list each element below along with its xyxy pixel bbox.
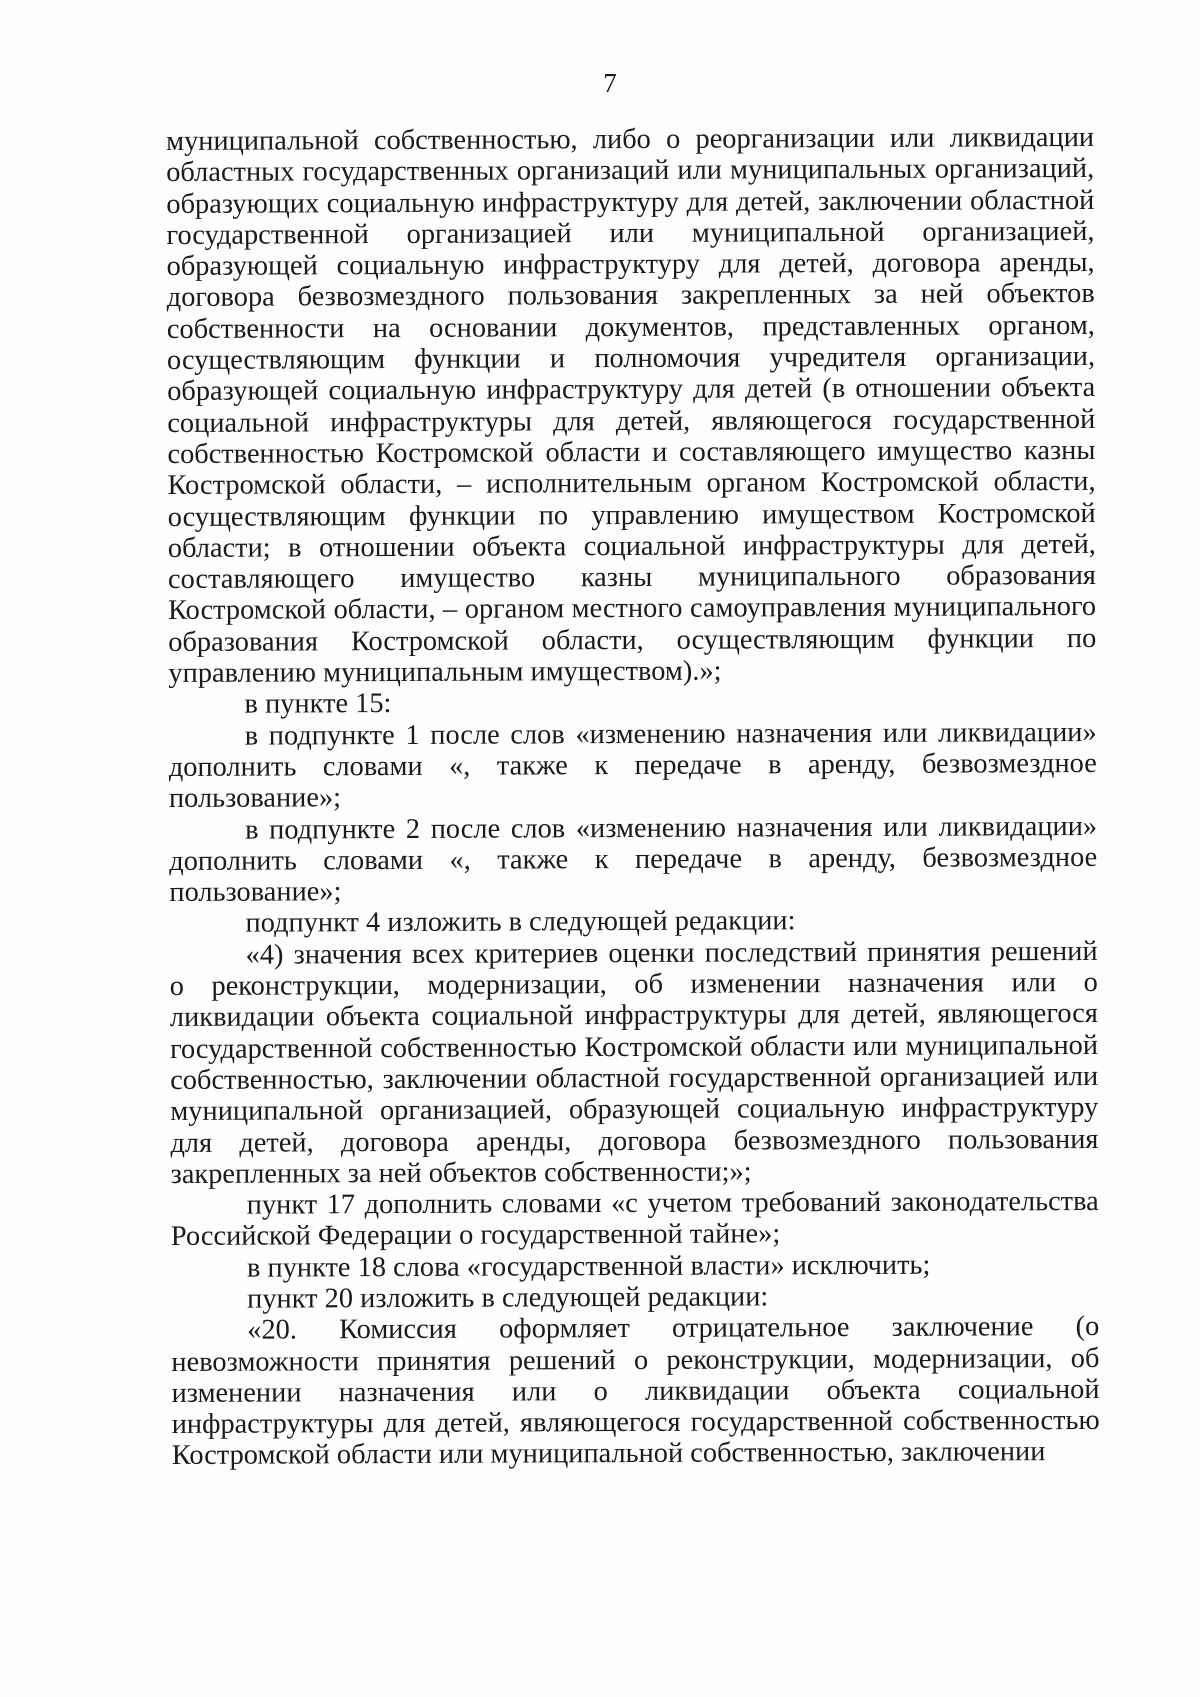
paragraph-6: «4) значения всех критериев оценки последствий принятия решений о реконструкции, модернизации, об изменении назначения или о ликвидации объекта социальной инфраструктуры для детей, являющегося государственной собственностью Костромской области или муниципальной собственностью, заключении областной государственной организацией или муниципальной организацией, образующей социальную инфраструктуру для детей, договора аренды, договора безвозмездного пользования закрепленных за ней объектов собственности;»; <box>169 935 1099 1190</box>
paragraph-1: муниципальной собственностью, либо о реорганизации или ликвидации областных государственных организаций или муниципальных организаций, образующих социальную инфраструктуру для детей, заключении областной государственной организацией или муниципальной организацией, образующей социальную инфраструктуру для детей, договора аренды, договора безвозмездного пользования закрепленных за ней объектов собственности на основании документов, представленных органом, осуществляющим функции и полномочия учредителя организации, образующей социальную инфраструктуру для детей (в отношении объекта социальной инфраструктуры для детей, являющегося государственной собственностью Костромской области и составляющего имущество казны Костромской области, – исполнительным органом Костромской области, осуществляющим функции по управлению имуществом Костромской области; в отношении объекта социальной инфраструктуры для детей, составляющего имущество казны муниципального образования Костромской области, – органом местного самоуправления муниципального образования Костромской области, осуществляющим функции по управлению муниципальным имуществом).»; <box>166 121 1097 690</box>
paragraph-9: пункт 20 изложить в следующей редакции: <box>247 1281 769 1315</box>
paragraph-4: в подпункте 2 после слов «изменению назначения или ликвидации» дополнить словами «, также к передаче в аренду, безвозмездное пользование»; <box>169 810 1098 909</box>
page-number: 7 <box>603 68 617 98</box>
paragraph-10: «20. Комиссия оформляет отрицательное заключение (о невозможности принятия решений о реконструкции, модернизации, об изменении назначения или о ликвидации объекта социальной инфраструктуры для детей, являющегося государственной собственностью Костромской области или муниципальной собственностью, заключении <box>171 1311 1100 1472</box>
paragraph-8: в пункте 18 слова «государственной власти» исключить; <box>246 1249 931 1284</box>
paragraph-2: в пункте 15: <box>244 688 392 721</box>
paragraph-5: подпункт 4 изложить в следующей редакции: <box>245 905 796 940</box>
paragraph-7: пункт 17 дополнить словами «с учетом требований законодательства Российской Федерации о государственной тайне»; <box>170 1186 1099 1253</box>
document-body <box>166 122 1100 1472</box>
paragraph-3: в подпункте 1 после слов «изменению назначения или ликвидации» дополнить словами «, также к передаче в аренду, безвозмездное пользование»; <box>168 716 1097 815</box>
